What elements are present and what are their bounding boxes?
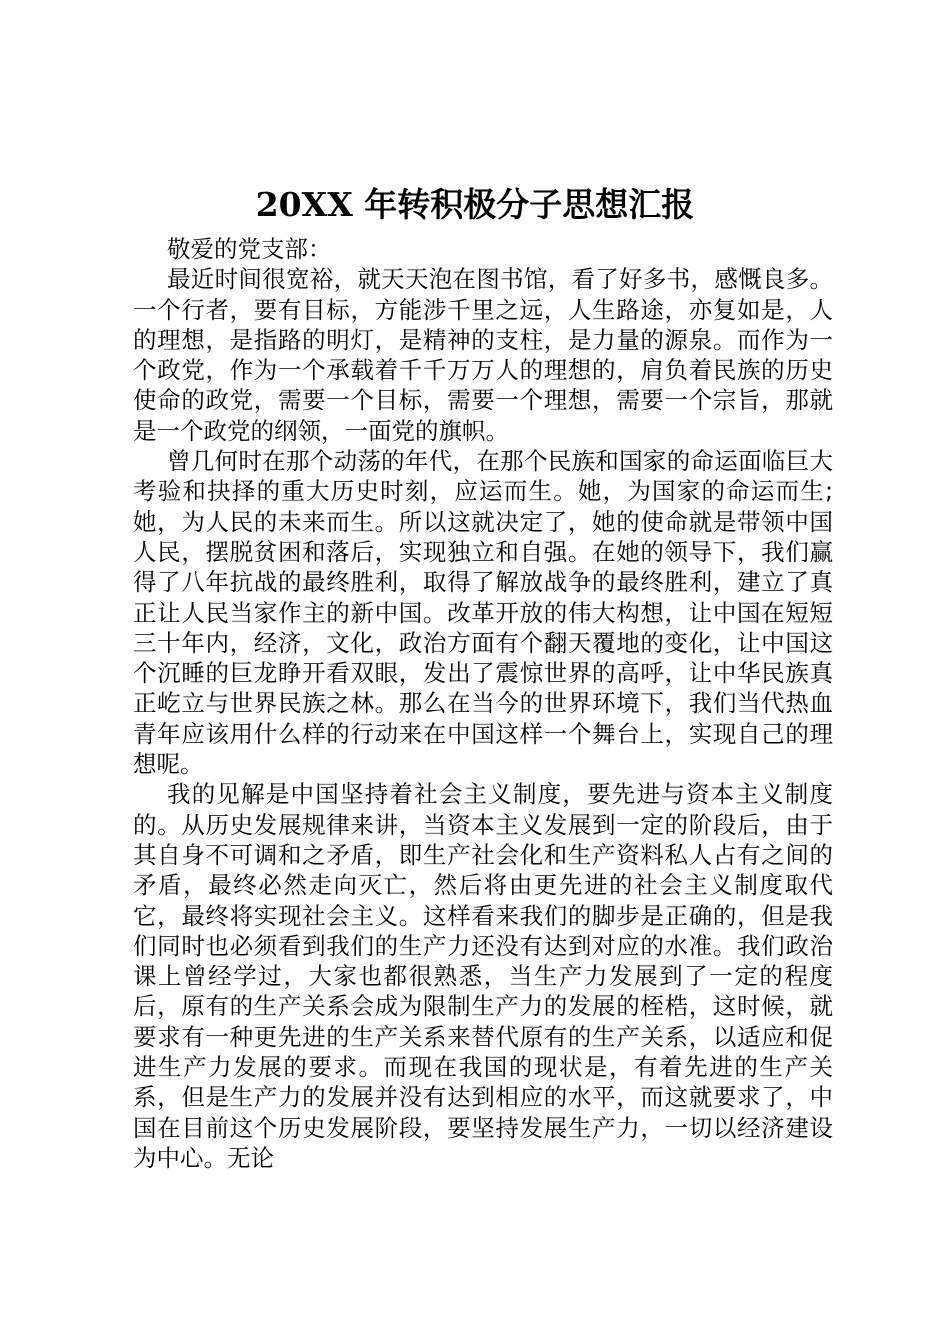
document-body: [133, 234, 833, 1173]
paragraph-2: 曾几何时在那个动荡的年代，在那个民族和国家的命运面临巨大考验和抉择的重大历史时刻，应运而生。她，为国家的命运而生;她，为人民的未来而生。所以这就决定了，她的使命就是带领中国人民，摆脱贫困和落后，实现独立和自强。在她的领导下，我们赢得了八年抗战的最终胜利，取得了解放战争的最终胜利，建立了真正让人民当家作主的新中国。改革开放的伟大构想，让中国在短短三十年内，经济，文化，政治方面有个翻天覆地的变化，让中国这个沉睡的巨龙睁开看双眼，发出了震惊世界的高呼，让中华民族真正屹立与世界民族之林。那么在当今的世界环境下，我们当代热血青年应该用什么样的行动来在中国这样一个舞台上，实现自己的理想呢。: [133, 447, 833, 779]
paragraph-1: 最近时间很宽裕，就天天泡在图书馆，看了好多书，感慨良多。一个行者，要有目标，方能涉千里之远，人生路途，亦复如是，人的理想，是指路的明灯，是精神的支柱，是力量的源泉。而作为一个政党，作为一个承载着千千万万人的理想的，肩负着民族的历史使命的政党，需要一个目标，需要一个理想，需要一个宗旨，那就是一个政党的纲领，一面党的旗帜。: [133, 265, 833, 445]
paragraph-3: 我的见解是中国坚持着社会主义制度，要先进与资本主义制度的。从历史发展规律来讲，当资本主义发展到一定的阶段后，由于其自身不可调和之矛盾，即生产社会化和生产资料私人占有之间的矛盾，最终必然走向灭亡，然后将由更先进的社会主义制度取代它，最终将实现社会主义。这样看来我们的脚步是正确的，但是我们同时也必须看到我们的生产力还没有达到对应的水准。我们政治课上曾经学过，大家也都很熟悉，当生产力发展到了一定的程度后，原有的生产关系会成为限制生产力的发展的桎梏，这时候，就要求有一种更先进的生产关系来替代原有的生产关系，以适应和促进生产力发展的要求。而现在我国的现状是，有着先进的生产关系，但是生产力的发展并没有达到相应的水平，而这就要求了，中国在目前这个历史发展阶段，要坚持发展生产力，一切以经济建设为中心。无论: [133, 780, 833, 1172]
document-title: 20XX 年转积极分子思想汇报: [255, 185, 695, 224]
salutation: 敬爱的党支部：: [167, 235, 332, 263]
